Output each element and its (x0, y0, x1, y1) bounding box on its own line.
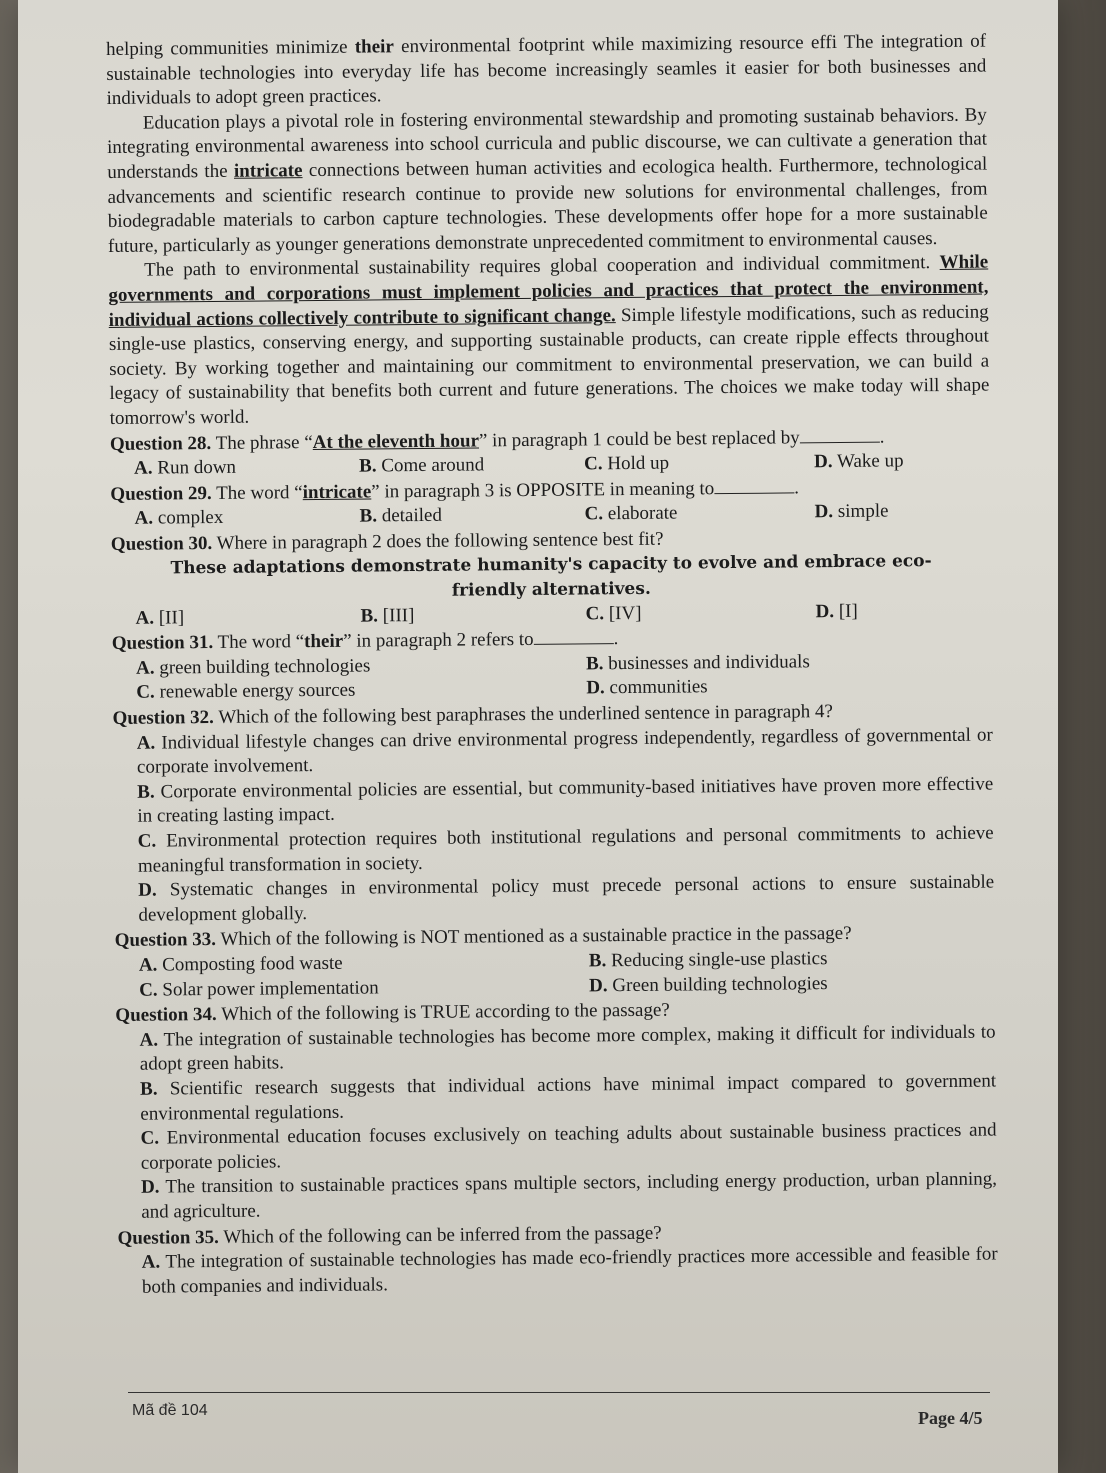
text-span: Reducing single-use plastics (606, 948, 828, 972)
options-33 (115, 945, 995, 1003)
text-span: Where in paragraph 2 does the following sentence best fit? (212, 528, 664, 554)
text-span: Come around (376, 454, 485, 477)
text-span: The word “ (211, 481, 303, 504)
text-span: Which of the following can be inferred from the passage? (218, 1222, 662, 1248)
word-intricate-ref: intricate (302, 481, 372, 503)
option-b[interactable] (360, 602, 585, 629)
text-span: Question 31. (111, 632, 214, 655)
option-letter: D. (814, 501, 834, 523)
text-span: The path to environmental sustainability requires global cooperation and individual commitment. (144, 252, 940, 281)
option-letter: D. (589, 974, 608, 996)
text-span: The transition to sustainable practices spans multiple sectors, including energy production, urban planning, and agriculture. (141, 1168, 998, 1223)
text-span: Question 33. (114, 929, 217, 952)
text-span: simple (832, 500, 889, 523)
text-span: The integration of sustainable technologies has made eco-friendly practices more accessible and feasible for both companies and individuals. (141, 1243, 998, 1298)
text-span: green building technologies (154, 655, 371, 679)
option-letter: B. (137, 781, 155, 803)
question-30 (111, 524, 992, 631)
option-c[interactable] (584, 501, 814, 528)
text-span: helping communities minimize (106, 36, 355, 60)
option-a[interactable] (135, 604, 360, 631)
option-c[interactable] (114, 822, 994, 880)
option-c[interactable] (136, 677, 586, 706)
page-content (106, 30, 998, 1301)
underlined-sentence: While governments and corporations must implement policies and practices that protect the environment, individual actions collectively contribute to significant change. (108, 251, 989, 331)
text-span: ” in paragraph 1 could be best replaced by (478, 426, 800, 451)
option-b[interactable] (113, 772, 993, 830)
option-a[interactable] (135, 505, 360, 532)
text-span: environmental footprint while maximizing resource effi (393, 31, 838, 58)
option-a[interactable] (134, 455, 359, 482)
text-span: Individual lifestyle changes can drive environmental progress independently, regardless of governmental or corporate involvement. (136, 724, 993, 778)
option-letter: A. (136, 732, 156, 754)
text-span: Which of the following is NOT mentioned as a sustainable practice in the passage? (215, 923, 852, 951)
text-span: Which of the following best paraphrases the underlined sentence in paragraph 4? (213, 701, 834, 729)
option-b[interactable] (116, 1069, 996, 1127)
text-span: ” in paragraph 2 refers to (343, 629, 534, 653)
text-span: The integration of sustainable technologies into everyday life has become increasingly seamles (106, 30, 987, 85)
option-letter: D. (140, 1176, 160, 1199)
text-span: [II] (153, 606, 185, 629)
word-their-ref: their (304, 631, 344, 653)
question-31 (112, 624, 993, 706)
text-span: . (879, 426, 885, 448)
option-c[interactable] (116, 1119, 996, 1177)
text-span: Hold up (602, 452, 670, 475)
text-span: communities (604, 676, 708, 699)
text-span: Run down (152, 456, 237, 479)
option-letter: C. (584, 453, 603, 475)
text-span: Corporate environmental policies are essential, but community-based initiatives have proven more effective in creating lasting impact. (137, 773, 994, 828)
text-span: The word “ (213, 631, 305, 654)
option-letter: A. (139, 1029, 159, 1051)
question-29 (110, 474, 990, 532)
option-letter: C. (139, 979, 158, 1001)
text-span: Wake up (832, 450, 904, 473)
text-span: connections between human activities and ecologica health. Furthermore, technological advancements and scientific research continue to provide new solutions for environmental challenges, from biodegradable materials to carbon capture technologies. These developments offer hope for a more sustainable future, particularly as younger generations demonstrate unprecedented commitment to environmental causes. (107, 153, 988, 257)
text-span: The integration of sustainable technologies has become more complex, making it difficult for individuals to adopt green habits. (139, 1021, 996, 1076)
option-letter: B. (360, 605, 379, 627)
text-span: Question 32. (112, 707, 214, 729)
option-letter: B. (359, 505, 378, 527)
option-b[interactable] (359, 503, 584, 530)
option-d[interactable] (814, 499, 1014, 526)
text-span: [IV] (603, 602, 642, 624)
text-span: [I] (833, 600, 858, 622)
option-d[interactable] (589, 970, 1019, 999)
text-span: Environmental education focuses exclusively on teaching adults about sustainable business practices and corporate policies. (140, 1119, 997, 1174)
text-span: Solar power implementation (157, 976, 379, 1001)
option-a[interactable] (116, 1020, 996, 1078)
text-span: Question 30. (110, 532, 213, 555)
page-number: Page 4/5 (918, 1408, 983, 1428)
option-d[interactable] (815, 598, 1015, 625)
phrase-eleventh-hour: At the eleventh hour (312, 429, 480, 453)
text-span: Question 35. (117, 1226, 219, 1249)
option-letter: A. (134, 457, 153, 479)
text-span: The phrase “ (211, 431, 313, 454)
option-a[interactable] (113, 723, 993, 781)
option-letter: D. (814, 451, 833, 473)
word-their: their (354, 36, 394, 58)
answer-blank (714, 476, 794, 494)
option-letter: C. (136, 682, 155, 704)
option-letter: B. (588, 950, 607, 972)
text-span: Question 28. (109, 432, 212, 455)
text-span: it easier for both businesses and individuals to adopt green practices. (106, 55, 987, 110)
answer-blank (533, 627, 613, 645)
option-d[interactable] (117, 1168, 997, 1226)
text-span: renewable energy sources (154, 680, 356, 703)
text-span: ” in paragraph 3 is OPPOSITE in meaning to (371, 477, 715, 503)
question-28 (110, 424, 990, 482)
option-a[interactable] (118, 1243, 998, 1301)
option-c[interactable] (139, 974, 589, 1003)
text-span: Composting food waste (157, 952, 343, 976)
question-34 (115, 996, 997, 1226)
text-span: elaborate (602, 502, 678, 525)
text-span: Question 34. (115, 1004, 217, 1027)
question-33 (115, 921, 996, 1003)
text-span: Question 29. (110, 482, 212, 505)
exam-paper (18, 0, 1058, 1473)
text-span: businesses and individuals (603, 651, 810, 675)
footer-divider (128, 1392, 990, 1393)
option-letter: A. (138, 954, 158, 976)
option-c[interactable] (584, 450, 814, 477)
text-span: [III] (377, 604, 415, 627)
option-letter: B. (359, 455, 377, 477)
option-letter: D. (138, 879, 157, 901)
option-d[interactable] (114, 871, 994, 929)
option-letter: C. (140, 1127, 160, 1149)
option-letter: B. (585, 653, 604, 675)
option-b[interactable] (359, 453, 584, 480)
text-span: Scientific research suggests that individual actions have minimal impact compared to government environmental regulations. (140, 1070, 997, 1125)
paragraph-4 (108, 251, 990, 432)
option-letter: C. (584, 503, 604, 525)
text-span: Education plays a pivotal role in fostering environmental stewardship and promoting sustainab behaviors. By integrating environmental awareness into school curricula and public discourse, we can cultivate a generation that understands the (106, 104, 988, 183)
exam-code: Mã đề 104 (132, 1402, 208, 1419)
option-letter: A. (135, 607, 155, 629)
paragraph-3 (107, 103, 988, 259)
answer-blank (800, 425, 880, 443)
option-letter: A. (135, 657, 155, 679)
text-span: Simple lifestyle modifications, such as reducing single-use plastics, conserving energy, and supporting sustainable products, can create ripple effects throughout society. By working together and maintaining our commitment to environmental preservation, we can build a legacy of sustainability that benefits both current and future generations. The choices we make today will shape tomorrow's world. (108, 301, 990, 429)
text-span: Green building technologies (607, 972, 828, 996)
text-span: Environmental protection requires both institutional regulations and personal commitments to achieve meaningful transformation in society. (137, 822, 994, 877)
text-span: Systematic changes in environmental policy must precede personal actions to ensure sustainable development globally. (138, 871, 995, 926)
text-span: Which of the following is TRUE according to the passage? (216, 999, 670, 1026)
option-letter: C. (137, 830, 157, 852)
question-35 (117, 1218, 998, 1300)
option-letter: D. (586, 677, 605, 699)
text-span: complex (152, 507, 224, 529)
option-letter: C. (585, 602, 605, 625)
paragraph-2-tail (106, 30, 987, 112)
options-31 (112, 648, 992, 706)
text-span: . (613, 628, 619, 650)
option-letter: A. (134, 507, 154, 530)
option-letter: A. (141, 1251, 161, 1273)
word-intricate: intricate (233, 160, 303, 182)
text-span: . (794, 477, 800, 499)
option-letter: D. (815, 600, 835, 622)
text-span: detailed (376, 505, 443, 527)
option-letter: B. (139, 1078, 158, 1100)
option-d[interactable] (586, 673, 1016, 702)
insert-sentence: These adaptations demonstrate humanity's capacity to evolve and embrace eco-friendly alternatives. (170, 551, 932, 601)
question-32 (112, 699, 994, 929)
option-d[interactable] (814, 448, 1014, 475)
option-c[interactable] (585, 600, 815, 627)
